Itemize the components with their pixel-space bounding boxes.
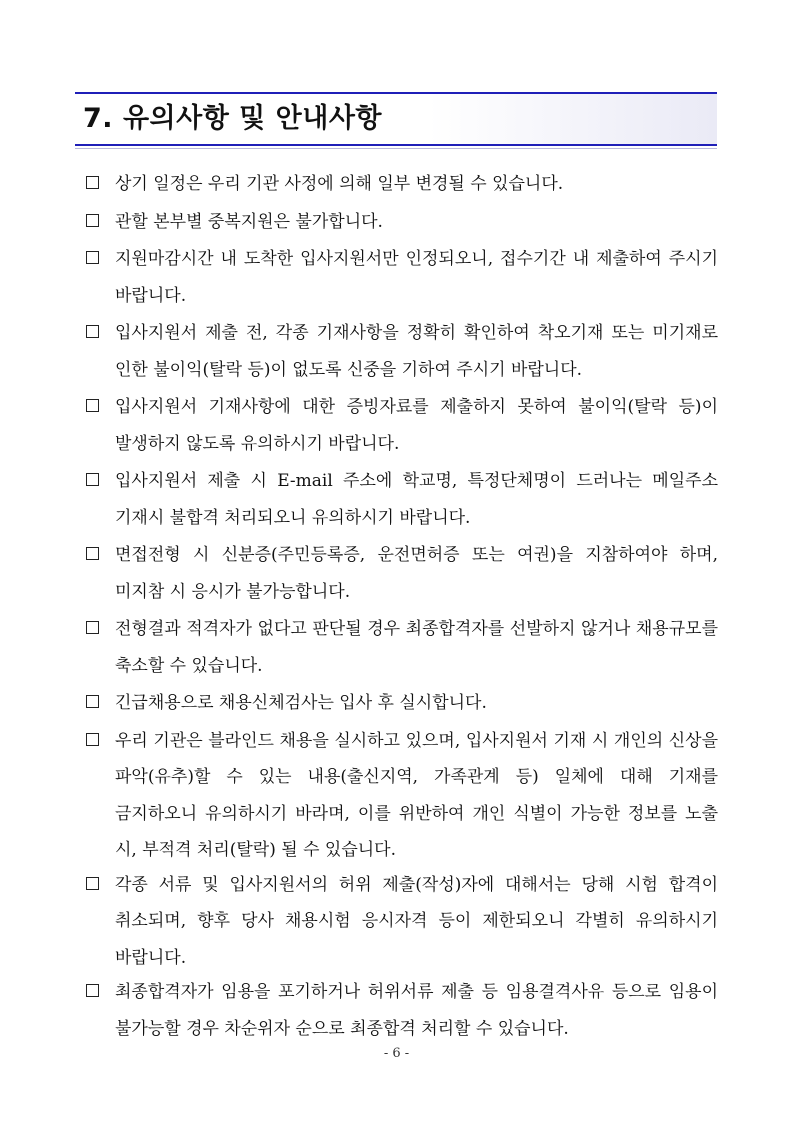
notice-text: 지원마감시간 내 도착한 입사지원서만 인정되오니, 접수기간 내 제출하여 주시기 바랍니다. [115,249,718,306]
checkbox-icon [86,325,99,338]
checkbox-icon [86,621,99,634]
notice-text: 최종합격자가 임용을 포기하거나 허위서류 제출 등 임용결격사유 등으로 임용이 불가능할 경우 차순위자 순으로 최종합격 처리할 수 있습니다. [115,982,718,1039]
checkbox-icon [86,695,99,708]
notice-item [86,974,718,1047]
page-number: - 6 - [383,1046,410,1061]
notice-item [86,204,718,241]
notice-item [86,611,718,684]
checkbox-icon [86,473,99,486]
notice-text: 입사지원서 기재사항에 대한 증빙자료를 제출하지 못하여 불이익(탈락 등)이 발생하지 않도록 유의하시기 바랍니다. [115,397,718,454]
checkbox-icon [86,877,99,890]
notice-item [86,685,718,722]
notice-item [86,389,718,462]
checkbox-icon [86,984,99,997]
checkbox-icon [86,214,99,227]
checkbox-icon [86,399,99,412]
checkbox-icon [86,176,99,189]
notice-text: 상기 일정은 우리 기관 사정에 의해 일부 변경될 수 있습니다. [115,174,564,194]
notice-item [86,537,718,610]
notice-text: 긴급채용으로 채용신체검사는 입사 후 실시합니다. [115,693,487,713]
checkbox-icon [86,251,99,264]
checkbox-icon [86,547,99,560]
notice-item [86,166,718,203]
notice-item [86,463,718,536]
notice-item [86,315,718,388]
section-header [75,92,717,146]
notice-text: 우리 기관은 블라인드 채용을 실시하고 있으며, 입사지원서 기재 시 개인의 신상을 파악(유추)할 수 있는 내용(출신지역, 가족관계 등) 일체에 대해 기재를 금지하오니 유의하시기 바라며, 이를 위반하여 개인 식별이 가능한 정보를 노출 시, 부적격 처리(탈락) 될 수 있습니다. [115,730,718,860]
notice-text: 입사지원서 제출 시 E-mail 주소에 학교명, 특정단체명이 드러나는 메일주소 기재시 불합격 처리되오니 유의하시기 바랍니다. [115,471,718,528]
notice-item [86,723,718,869]
checkbox-icon [86,733,99,746]
notice-text: 각종 서류 및 입사지원서의 허위 제출(작성)자에 대해서는 당해 시험 합격이 취소되며, 향후 당사 채용시험 응시자격 등이 제한되오니 각별히 유의하시기 바랍니다. [115,874,718,968]
notice-item [86,241,718,314]
notice-item [86,867,718,977]
notice-text: 전형결과 적격자가 없다고 판단될 경우 최종합격자를 선발하지 않거나 채용규모를 축소할 수 있습니다. [115,619,718,676]
notice-list [86,166,718,1045]
notice-text: 면접전형 시 신분증(주민등록증, 운전면허증 또는 여권)을 지참하여야 하며, 미지참 시 응시가 불가능합니다. [115,545,718,602]
notice-text: 입사지원서 제출 전, 각종 기재사항을 정확히 확인하여 착오기재 또는 미기재로 인한 불이익(탈락 등)이 없도록 신중을 기하여 주시기 바랍니다. [115,323,718,380]
section-title: 7. 유의사항 및 안내사항 [83,103,382,134]
notice-text: 관할 본부별 중복지원은 불가합니다. [115,211,383,232]
